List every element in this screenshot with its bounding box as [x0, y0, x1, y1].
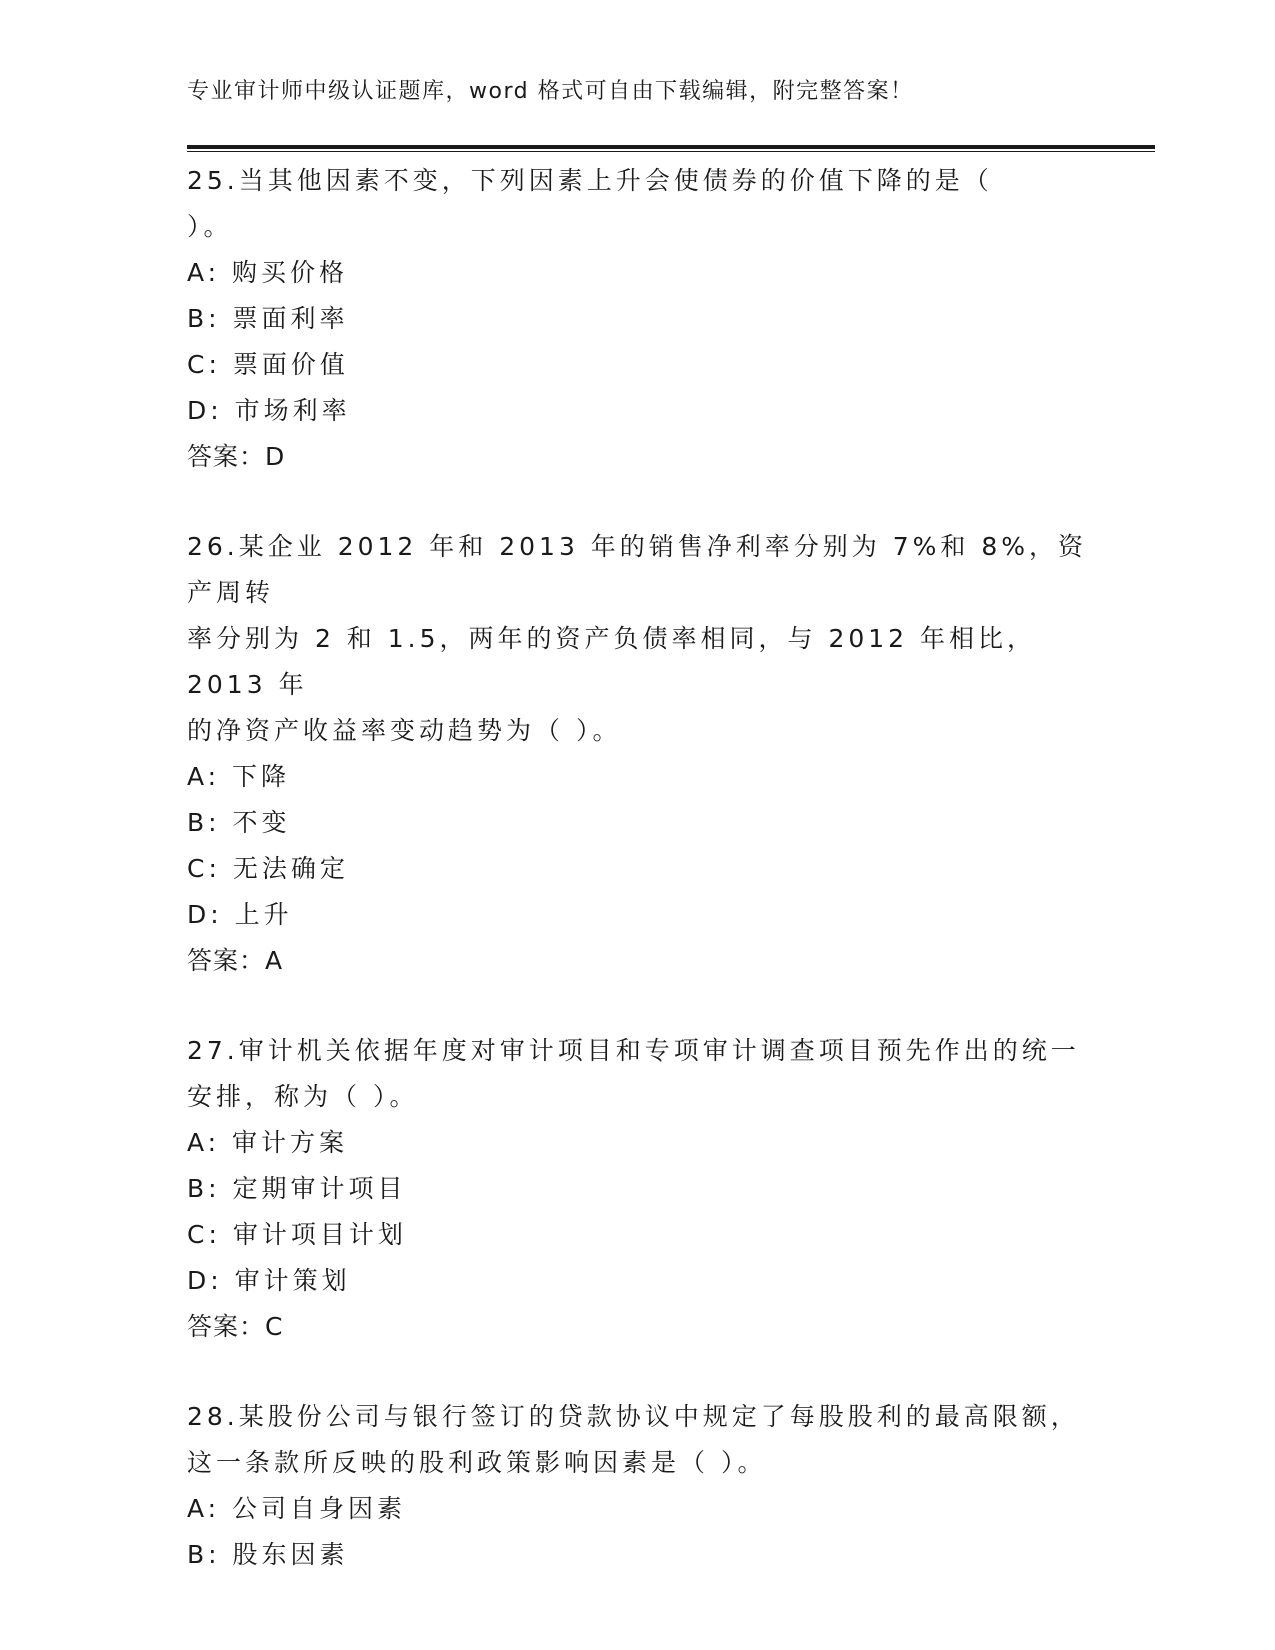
- question-stem: 26.某企业 2012 年和 2013 年的销售净利率分别为 7%和 8%，资产周转: [187, 532, 1088, 607]
- option-b: B: 股东因素: [187, 1540, 349, 1569]
- option-d: D: 审计策划: [187, 1266, 351, 1295]
- question-stem: 27.审计机关依据年度对审计项目和专项审计调查项目预先作出的统一: [187, 1036, 1080, 1065]
- option-d: D: 市场利率: [187, 396, 351, 425]
- question-spacer: [187, 984, 1087, 1028]
- option-b: B: 票面利率: [187, 304, 349, 333]
- question-25: [187, 158, 1087, 480]
- answer: 答案：C: [187, 1312, 284, 1341]
- question-spacer: [187, 1350, 1087, 1394]
- option-a: A: 下降: [187, 762, 291, 791]
- page-header: 专业审计师中级认证题库，word 格式可自由下载编辑，附完整答案！: [187, 79, 914, 104]
- option-b: B: 不变: [187, 808, 291, 837]
- option-a: A: 审计方案: [187, 1128, 349, 1157]
- answer: 答案：A: [187, 946, 284, 975]
- option-b: B: 定期审计项目: [187, 1174, 407, 1203]
- option-a: A: 公司自身因素: [187, 1494, 407, 1523]
- question-stem: 25.当其他因素不变，下列因素上升会使债券的价值下降的是（: [187, 166, 993, 195]
- answer: 答案：D: [187, 442, 286, 471]
- question-stem: ）。: [187, 212, 233, 241]
- option-c: C: 票面价值: [187, 350, 349, 379]
- option-c: C: 审计项目计划: [187, 1220, 407, 1249]
- question-stem: 这一条款所反映的股利政策影响因素是（ ）。: [187, 1448, 767, 1477]
- option-a: A: 购买价格: [187, 258, 349, 287]
- option-c: C: 无法确定: [187, 854, 349, 883]
- question-list: [187, 158, 1087, 1578]
- question-stem: 安排，称为（ ）。: [187, 1082, 419, 1111]
- question-27: [187, 1028, 1087, 1350]
- question-28: [187, 1394, 1087, 1578]
- question-spacer: [187, 480, 1087, 524]
- question-26: [187, 524, 1087, 984]
- question-stem: 28.某股份公司与银行签订的贷款协议中规定了每股股利的最高限额，: [187, 1402, 1080, 1431]
- option-d: D: 上升: [187, 900, 293, 929]
- question-stem: 的净资产收益率变动趋势为（ ）。: [187, 716, 622, 745]
- header-rule-thin: [187, 151, 1155, 152]
- header-rule-thick: [187, 145, 1155, 149]
- question-stem: 率分别为 2 和 1.5，两年的资产负债率相同，与 2012 年相比，2013 年: [187, 624, 1037, 699]
